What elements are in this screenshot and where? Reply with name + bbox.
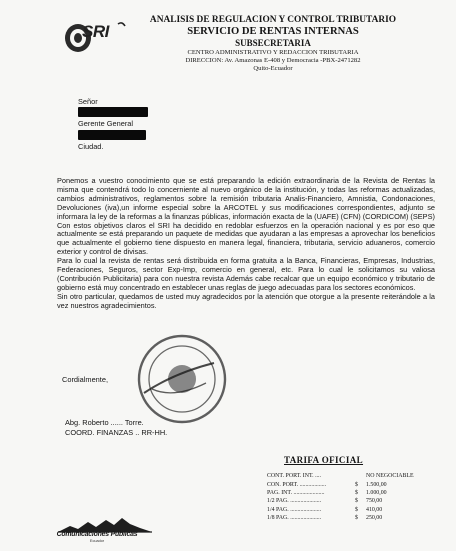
tarifa-row: [267, 514, 425, 522]
footer-logo-name: Comunicaciones Públicas: [56, 531, 138, 538]
redaction-bar: [78, 107, 148, 117]
letterhead-line-4: CENTRO ADMINISTRATIVO Y REDACCION TRIBUTARIA: [187, 49, 359, 56]
tarifa-row: [267, 506, 425, 514]
body-paragraph-3: Para lo cual la revista de rentas será distribuida en forma gratuita a la Banca, Financieras, Empresas, Industrias, Federaciones, Seguros, sector Exp-Imp, comercio en general, etc. Para lo cual le solicitamos su valiosa (Contribución Publicitaria) para con nuestra revista Además cabe recalcar que un equipo económico y tributario de gobierno está muy concentrado en establecer unas reglas de juego adecuadas para los sectores económicos.: [57, 256, 435, 292]
letterhead-line-6: Quito-Ecuador: [253, 65, 293, 72]
closing-text: Cordialmente,: [62, 375, 109, 384]
tarifa-value: 750,00: [366, 498, 383, 505]
tarifa-label: 1/4 PAG. .....................: [267, 506, 322, 513]
tarifa-value: 1.500,00: [366, 481, 387, 488]
tarifa-currency: $: [355, 489, 358, 496]
tarifa-value: 410,00: [366, 506, 383, 513]
logo-text: SRI: [82, 22, 109, 41]
letterhead-line-5: DIRECCION: Av. Amazonas E-408 y Democracia -PBX-2471282: [185, 57, 361, 64]
tarifa-currency: $: [355, 481, 358, 488]
tarifa-table: [267, 472, 425, 522]
recipient-city: Ciudad.: [78, 142, 104, 151]
body-paragraph-2: Con estos objetivos claros el SRI ha decidido en redoblar esfuerzos en la operación nacional y es por eso que actualmente se está preparando un paquete de medidas que ayudaran a las empresas a aprovechar los beneficios que actualmente el gobierno tiene dispuesto en manera legal, financiera, tributaria, servicio aduaneros, comercio exterior y control de divisas.: [57, 220, 435, 257]
tarifa-value: 1.000,00: [366, 489, 387, 496]
letter-body: [57, 177, 435, 311]
tarifa-label: CON. PORT. ..................: [267, 481, 327, 488]
tarifa-row: [267, 489, 425, 497]
body-paragraph-4: Sin otro particular, quedamos de usted muy agradecidos por la atención que otorgue a la presente reiterándole a la vez nuestros agradecimientos.: [57, 291, 435, 310]
tarifa-value: NO NEGOCIABLE: [366, 473, 414, 480]
circular-seal-stamp: [134, 331, 230, 427]
salutation: Señor: [78, 97, 98, 106]
tarifa-row: [267, 480, 425, 488]
recipient-position: Gerente General: [78, 119, 134, 128]
tarifa-value: 250,00: [366, 515, 383, 522]
tarifa-currency: $: [355, 506, 358, 513]
redaction-bar: [78, 130, 146, 140]
footer-logo-sub: Ecuador: [89, 539, 105, 543]
letterhead-line-1: ANALISIS DE REGULACION Y CONTROL TRIBUTARIO: [149, 15, 397, 25]
tarifa-row: [267, 497, 425, 505]
tarifa-label: 1/8 PAG. .....................: [267, 515, 322, 522]
tarifa-label: CONT. PORT. INT. ....: [267, 473, 321, 480]
signer-title: COORD. FINANZAS .. RR-HH.: [65, 428, 168, 437]
letterhead-line-3: SUBSECRETARIA: [235, 38, 311, 48]
tarifa-row: [267, 472, 425, 480]
signer-name: Abg. Roberto ...... Torre.: [65, 418, 144, 427]
tarifa-title: TARIFA OFICIAL: [284, 455, 364, 465]
tarifa-label: PAG. INT. .....................: [267, 489, 325, 496]
tarifa-label: 1/2 PAG. .....................: [267, 498, 322, 505]
tarifa-currency: $: [355, 498, 358, 505]
tarifa-currency: $: [355, 515, 358, 522]
body-paragraph-1: Ponemos a vuestro conocimiento que se está preparando la edición extraordinaria de la Revista de Rentas la misma que contendrá todo lo concerniente al nuevo orgánico de la institución, y todas las reformas actualizadas, cambios administrativos, reglamentos sobre la remisión tributaria Analis-Financiero, Amnistia, Condonaciones, Devoluciones (iva),un informe especial sobre la ARCOTEL y sus modificaciones correspondientes, adjunto se informara la ley de la reformas a la finanzas públicas, información exacta de la (UAFE) (CFN) (CORDICOM) (SEPS): [57, 176, 435, 221]
letterhead-line-2: SERVICIO DE RENTAS INTERNAS: [187, 26, 359, 37]
